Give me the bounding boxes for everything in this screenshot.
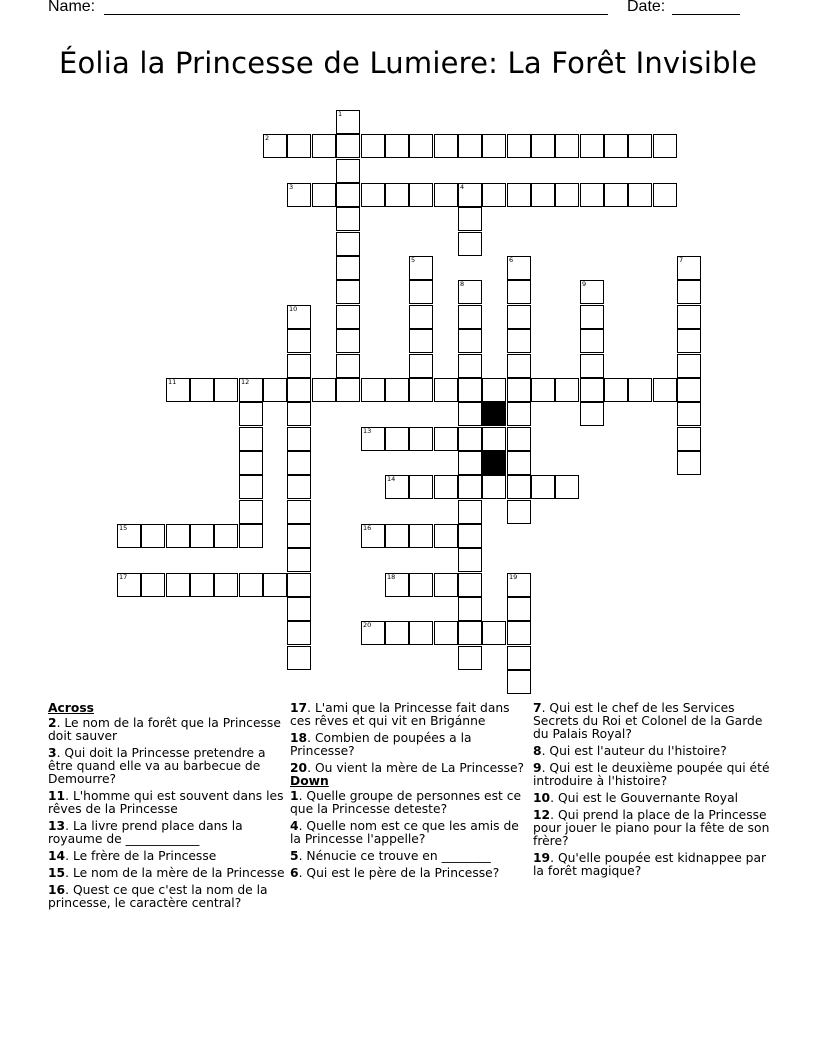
crossword-cell[interactable]	[385, 621, 409, 645]
crossword-cell[interactable]	[507, 305, 531, 329]
clue-number-label: 2	[265, 134, 270, 142]
crossword-cell[interactable]	[287, 500, 311, 524]
crossword-cell[interactable]	[604, 134, 628, 158]
crossword-cell[interactable]	[458, 475, 482, 499]
crossword-cell[interactable]	[287, 378, 311, 402]
clue-number-label: 10	[289, 305, 298, 313]
crossword-cell[interactable]	[677, 280, 701, 304]
clue-across-2: 2. Le nom de la forêt que la Princesse doit sauver	[48, 716, 281, 743]
crossword-cell[interactable]	[239, 500, 263, 524]
crossword-cell[interactable]	[409, 427, 433, 451]
clue-across-16: 16. Quest ce que c'est la nom de la princesse, le caractère central?	[48, 883, 268, 910]
crossword-cell[interactable]	[287, 134, 311, 158]
clue-number-label: 19	[509, 573, 518, 581]
crossword-cell[interactable]	[458, 500, 482, 524]
crossword-cell[interactable]	[531, 378, 555, 402]
crossword-cell[interactable]	[190, 524, 214, 548]
crossword-cell[interactable]	[458, 402, 482, 426]
crossword-black-cell	[482, 451, 506, 475]
crossword-cell[interactable]	[482, 378, 506, 402]
clue-down-5: 5. Nénucie ce trouve en ________	[290, 849, 491, 863]
crossword-cell[interactable]	[458, 329, 482, 353]
clue-number-label: 14	[387, 475, 396, 483]
crossword-cell[interactable]	[336, 232, 360, 256]
crossword-cell[interactable]	[458, 451, 482, 475]
crossword-cell[interactable]	[409, 183, 433, 207]
crossword-cell[interactable]	[239, 475, 263, 499]
crossword-cell[interactable]	[361, 378, 385, 402]
clue-number-label: 8	[460, 280, 465, 288]
crossword-cell[interactable]	[385, 134, 409, 158]
crossword-cell[interactable]	[458, 524, 482, 548]
down-heading: Down	[290, 774, 329, 788]
crossword-cell[interactable]	[385, 183, 409, 207]
clue-down-19: 19. Qu'elle poupée est kidnappee par la forêt magique?	[533, 851, 767, 878]
crossword-cell[interactable]	[458, 621, 482, 645]
crossword-cell[interactable]	[604, 378, 628, 402]
crossword-cell[interactable]	[507, 183, 531, 207]
crossword-cell[interactable]	[458, 305, 482, 329]
crossword-cell[interactable]	[458, 378, 482, 402]
clue-down-6: 6. Qui est le père de la Princesse?	[290, 866, 500, 880]
crossword-cell[interactable]	[336, 378, 360, 402]
crossword-cell[interactable]	[361, 427, 385, 451]
clue-down-12: 12. Qui prend la place de la Princesse pour jouer le piano pour la fête de son frère?	[533, 808, 770, 848]
crossword-cell[interactable]	[409, 256, 433, 280]
crossword-cell[interactable]	[507, 621, 531, 645]
crossword-cell[interactable]	[458, 597, 482, 621]
crossword-cell[interactable]	[336, 329, 360, 353]
crossword-cell[interactable]	[507, 646, 531, 670]
crossword-cell[interactable]	[239, 427, 263, 451]
crossword-cell[interactable]	[458, 134, 482, 158]
crossword-cell[interactable]	[287, 646, 311, 670]
crossword-cell[interactable]	[507, 475, 531, 499]
crossword-cell[interactable]	[385, 378, 409, 402]
crossword-cell[interactable]	[628, 183, 652, 207]
crossword-cell[interactable]	[239, 573, 263, 597]
crossword-cell[interactable]	[580, 183, 604, 207]
page-title: Éolia la Princesse de Lumiere: La Forêt Invisible	[58, 46, 758, 80]
crossword-cell[interactable]	[580, 354, 604, 378]
clue-number-label: 17	[119, 573, 128, 581]
name-label: Name:	[48, 0, 96, 15]
crossword-cell[interactable]	[458, 183, 482, 207]
crossword-cell[interactable]	[385, 573, 409, 597]
crossword-cell[interactable]	[336, 354, 360, 378]
crossword-cell[interactable]	[409, 280, 433, 304]
crossword-cell[interactable]	[263, 378, 287, 402]
crossword-cell[interactable]	[239, 451, 263, 475]
clue-column-3	[533, 702, 773, 878]
crossword-cell[interactable]	[409, 573, 433, 597]
crossword-cell[interactable]	[458, 427, 482, 451]
crossword-cell[interactable]	[263, 134, 287, 158]
crossword-cell[interactable]	[531, 183, 555, 207]
crossword-black-cell	[482, 402, 506, 426]
crossword-cell[interactable]	[409, 475, 433, 499]
clue-number-label: 9	[582, 280, 587, 288]
crossword-cell[interactable]	[287, 354, 311, 378]
clue-number-label: 7	[679, 256, 684, 264]
crossword-cell[interactable]	[555, 475, 579, 499]
crossword-cell[interactable]	[287, 451, 311, 475]
crossword-cell[interactable]	[263, 573, 287, 597]
clue-down-8: 8. Qui est l'auteur du l'histoire?	[533, 744, 727, 758]
crossword-cell[interactable]	[482, 621, 506, 645]
crossword-cell[interactable]	[166, 573, 190, 597]
crossword-cell[interactable]	[507, 451, 531, 475]
crossword-cell[interactable]	[458, 646, 482, 670]
crossword-cell[interactable]	[287, 402, 311, 426]
crossword-cell[interactable]	[677, 305, 701, 329]
crossword-cell[interactable]	[214, 524, 238, 548]
crossword-cell[interactable]	[677, 451, 701, 475]
crossword-cell[interactable]	[336, 183, 360, 207]
crossword-cell[interactable]	[287, 427, 311, 451]
crossword-cell[interactable]	[458, 207, 482, 231]
crossword-cell[interactable]	[336, 256, 360, 280]
crossword-cell[interactable]	[507, 402, 531, 426]
crossword-cell[interactable]	[677, 329, 701, 353]
crossword-cell[interactable]	[214, 573, 238, 597]
crossword-cell[interactable]	[409, 329, 433, 353]
clue-number-label: 18	[387, 573, 396, 581]
clue-number-label: 1	[338, 110, 343, 118]
crossword-cell[interactable]	[336, 110, 360, 134]
crossword-cell[interactable]	[507, 134, 531, 158]
crossword-cell[interactable]	[555, 183, 579, 207]
crossword-cell[interactable]	[239, 402, 263, 426]
crossword-cell[interactable]	[507, 378, 531, 402]
crossword-cell[interactable]	[482, 183, 506, 207]
crossword-cell[interactable]	[287, 548, 311, 572]
crossword-cell[interactable]	[507, 597, 531, 621]
clue-across-20: 20. Ou vient la mère de La Princesse?	[290, 761, 525, 775]
clue-column-2	[290, 702, 530, 880]
crossword-cell[interactable]	[677, 402, 701, 426]
crossword-cell[interactable]	[287, 475, 311, 499]
clue-across-17: 17. L'ami que la Princesse fait dans ces rêves et qui vit en Brigánne	[290, 701, 510, 728]
clue-down-9: 9. Qui est le deuxième poupée qui été introduire à l'histoire?	[533, 761, 770, 788]
crossword-cell[interactable]	[507, 670, 531, 694]
clue-down-10: 10. Qui est le Gouvernante Royal	[533, 791, 739, 805]
crossword-cell[interactable]	[580, 305, 604, 329]
crossword-cell[interactable]	[336, 280, 360, 304]
crossword-cell[interactable]	[434, 427, 458, 451]
crossword-cell[interactable]	[141, 573, 165, 597]
crossword-cell[interactable]	[628, 134, 652, 158]
clue-number-label: 15	[119, 524, 128, 532]
clue-number-label: 20	[363, 621, 372, 629]
crossword-cell[interactable]	[580, 329, 604, 353]
clue-column-1	[48, 702, 288, 910]
crossword-cell[interactable]	[434, 183, 458, 207]
crossword-cell[interactable]	[361, 183, 385, 207]
clue-number-label: 5	[411, 256, 416, 264]
clue-number-label: 4	[460, 183, 465, 191]
clue-number-label: 3	[289, 183, 294, 191]
crossword-cell[interactable]	[482, 134, 506, 158]
crossword-cell[interactable]	[287, 573, 311, 597]
crossword-cell[interactable]	[190, 378, 214, 402]
crossword-cell[interactable]	[628, 378, 652, 402]
crossword-cell[interactable]	[312, 183, 336, 207]
clue-down-7: 7. Qui est le chef de les Services Secrets du Roi et Colonel de la Garde du Palais Royal?	[533, 701, 763, 741]
crossword-cell[interactable]	[287, 183, 311, 207]
crossword-cell[interactable]	[385, 524, 409, 548]
crossword-cell[interactable]	[482, 475, 506, 499]
crossword-cell[interactable]	[507, 573, 531, 597]
crossword-cell[interactable]	[458, 354, 482, 378]
crossword-cell[interactable]	[434, 134, 458, 158]
crossword-cell[interactable]	[312, 378, 336, 402]
crossword-cell[interactable]	[312, 134, 336, 158]
crossword-cell[interactable]	[653, 134, 677, 158]
crossword-cell[interactable]	[409, 378, 433, 402]
crossword-cell[interactable]	[287, 621, 311, 645]
crossword-cell[interactable]	[507, 280, 531, 304]
crossword-cell[interactable]	[531, 134, 555, 158]
crossword-cell[interactable]	[239, 378, 263, 402]
crossword-cell[interactable]	[336, 207, 360, 231]
crossword-cell[interactable]	[239, 524, 263, 548]
crossword-cell[interactable]	[409, 621, 433, 645]
crossword-cell[interactable]	[434, 573, 458, 597]
crossword-cell[interactable]	[385, 427, 409, 451]
crossword-cell[interactable]	[434, 621, 458, 645]
crossword-cell[interactable]	[287, 329, 311, 353]
crossword-cell[interactable]	[336, 305, 360, 329]
crossword-cell[interactable]	[361, 524, 385, 548]
crossword-cell[interactable]	[653, 183, 677, 207]
clue-number-label: 12	[241, 378, 250, 386]
crossword-cell[interactable]	[361, 134, 385, 158]
crossword-cell[interactable]	[287, 524, 311, 548]
crossword-cell[interactable]	[507, 427, 531, 451]
crossword-cell[interactable]	[117, 573, 141, 597]
crossword-cell[interactable]	[677, 256, 701, 280]
crossword-cell[interactable]	[580, 134, 604, 158]
crossword-cell[interactable]	[409, 354, 433, 378]
crossword-cell[interactable]	[409, 134, 433, 158]
crossword-cell[interactable]	[555, 134, 579, 158]
crossword-cell[interactable]	[507, 256, 531, 280]
crossword-cell[interactable]	[361, 621, 385, 645]
crossword-cell[interactable]	[117, 524, 141, 548]
clue-number-label: 11	[168, 378, 177, 386]
clue-across-11: 11. L'homme qui est souvent dans les rêves de la Princesse	[48, 789, 284, 816]
clue-number-label: 6	[509, 256, 514, 264]
crossword-cell[interactable]	[287, 305, 311, 329]
crossword-cell[interactable]	[141, 524, 165, 548]
clue-down-1: 1. Quelle groupe de personnes est ce que la Princesse deteste?	[290, 789, 522, 816]
clue-across-15: 15. Le nom de la mère de la Princesse	[48, 866, 285, 880]
crossword-cell[interactable]	[409, 305, 433, 329]
clue-across-18: 18. Combien de poupées a la Princesse?	[290, 731, 472, 758]
crossword-cell[interactable]	[507, 354, 531, 378]
crossword-cell[interactable]	[287, 597, 311, 621]
crossword-cell[interactable]	[458, 573, 482, 597]
crossword-cell[interactable]	[190, 573, 214, 597]
crossword-cell[interactable]	[409, 524, 433, 548]
crossword-cell[interactable]	[434, 378, 458, 402]
crossword-cell[interactable]	[677, 427, 701, 451]
crossword-cell[interactable]	[677, 354, 701, 378]
crossword-cell[interactable]	[214, 378, 238, 402]
across-heading: Across	[48, 701, 94, 715]
crossword-cell[interactable]	[434, 475, 458, 499]
clue-across-14: 14. Le frère de la Princesse	[48, 849, 217, 863]
crossword-cell[interactable]	[336, 134, 360, 158]
crossword-cell[interactable]	[336, 159, 360, 183]
crossword-cell[interactable]	[385, 475, 409, 499]
date-label: Date:	[627, 0, 666, 15]
clue-down-4: 4. Quelle nom est ce que les amis de la Princesse l'appelle?	[290, 819, 519, 846]
clue-number-label: 16	[363, 524, 372, 532]
crossword-cell[interactable]	[458, 232, 482, 256]
crossword-cell[interactable]	[580, 402, 604, 426]
crossword-cell[interactable]	[166, 378, 190, 402]
crossword-cell[interactable]	[507, 329, 531, 353]
crossword-cell[interactable]	[580, 378, 604, 402]
crossword-cell[interactable]	[555, 378, 579, 402]
crossword-cell[interactable]	[434, 524, 458, 548]
crossword-cell[interactable]	[531, 475, 555, 499]
clue-across-13: 13. La livre prend place dans la royaume de ____________	[48, 819, 243, 846]
crossword-cell[interactable]	[482, 427, 506, 451]
crossword-cell[interactable]	[507, 500, 531, 524]
crossword-cell[interactable]	[166, 524, 190, 548]
crossword-cell[interactable]	[580, 280, 604, 304]
crossword-cell[interactable]	[458, 280, 482, 304]
clue-number-label: 13	[363, 427, 372, 435]
clue-across-3: 3. Qui doit la Princesse pretendre a être quand elle va au barbecue de Demourre?	[48, 746, 266, 786]
crossword-cell[interactable]	[677, 378, 701, 402]
crossword-cell[interactable]	[604, 183, 628, 207]
crossword-cell[interactable]	[458, 548, 482, 572]
crossword-cell[interactable]	[653, 378, 677, 402]
